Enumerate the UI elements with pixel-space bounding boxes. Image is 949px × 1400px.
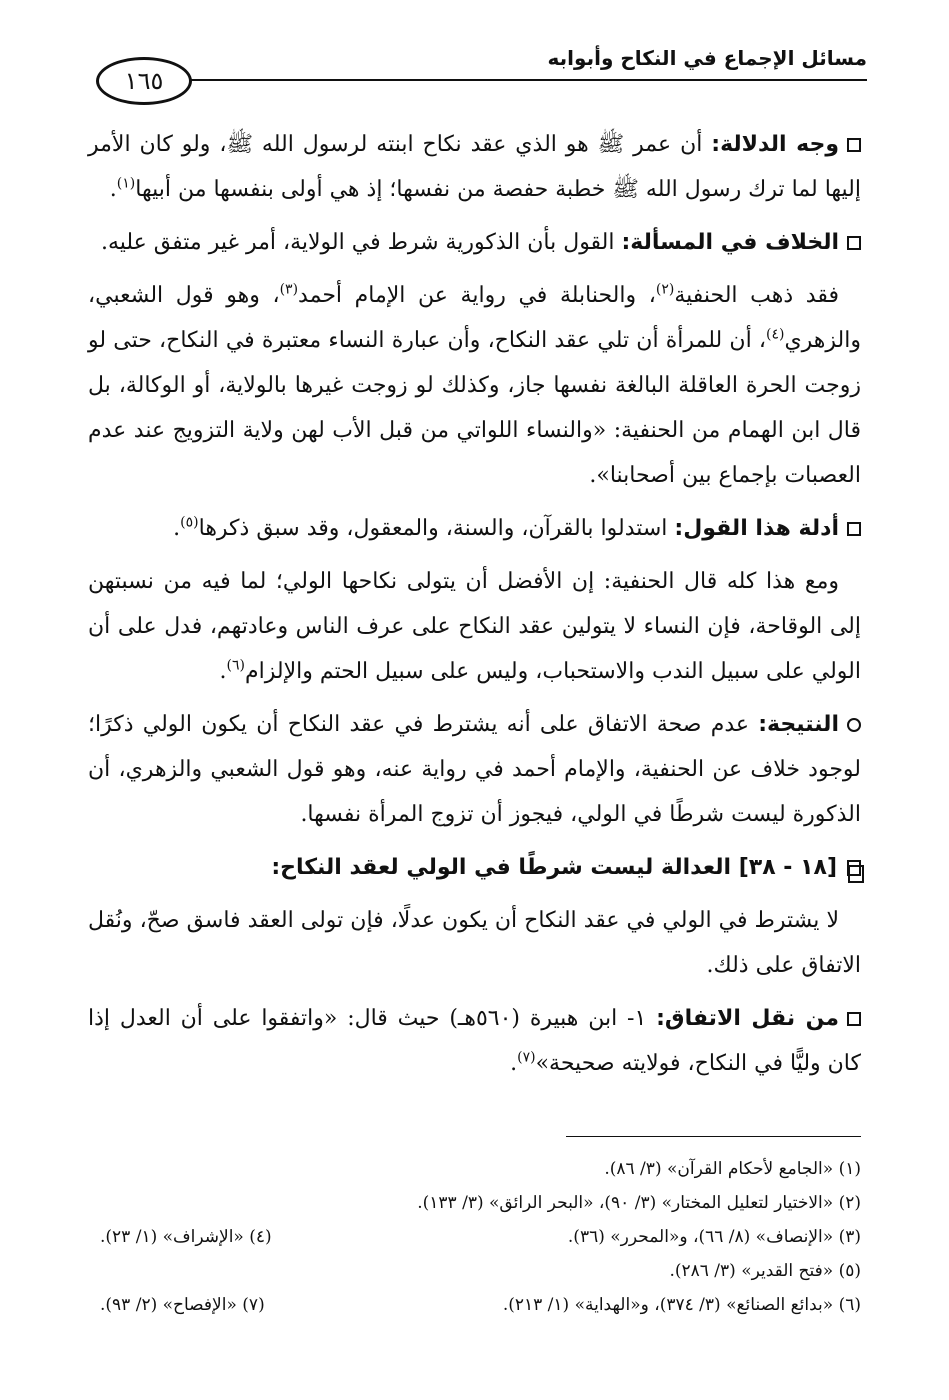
footnote-2: (٢) «الاختيار لتعليل المختار» (٣/ ٩٠)، «البحر الرائق» (٣/ ١٣٣). (417, 1193, 861, 1213)
header-rule (190, 79, 867, 81)
footnote-ref[interactable]: (٤) (765, 326, 785, 343)
circle-bullet-icon (847, 718, 861, 732)
footnote-ref[interactable]: (١) (116, 175, 136, 192)
footnotes (100, 1152, 861, 1322)
footnote-6: (٦) «بدائع الصنائع» (٣/ ٣٧٤)، و«الهداية» (١/ ٢١٣). (502, 1295, 861, 1315)
footnote-ref[interactable]: (٣) (279, 281, 299, 298)
footnote-7: (٧) «الإفصاح» (٢/ ٩٣). (100, 1295, 265, 1315)
footnote-4: (٤) «الإشراف» (١/ ٢٣). (100, 1227, 272, 1247)
footnote-ref[interactable]: (٥) (180, 514, 199, 531)
document-icon (847, 860, 861, 876)
term-label: الخلاف في المسألة: (621, 230, 839, 255)
paragraph-opinions: فقد ذهب الحنفية$^{(٢)}$، والحنابلة في رواية عن الإمام أحمد$^{(٣)}$، وهو قول الشعبي، والزهري$^{(٤)}$، أن للمرأة أن تلي عقد النكاح، وأن عبارة النساء معتبرة في النكاح، حتى لو زوجت الحرة العاقلة البالغة نفسها جاز، وكذلك لو زوجت غيرها بالولاية، أو الوكالة، بل قال ابن الهمام من الحنفية: «والنساء اللواتي من قبل الأب لهن ولاية التزويج عند عدم العصبات بإجماع بين أصحابنا». (88, 281, 861, 488)
section-heading: [١٨ - ٣٨] العدالة ليست شرطًا في الولي لعقد النكاح: (88, 845, 861, 890)
square-bullet-icon (847, 522, 861, 536)
footnote-ref[interactable]: (٦) (226, 657, 245, 674)
footnote-5: (٥) «فتح القدير» (٣/ ٢٨٦). (669, 1261, 861, 1281)
paragraph-justice: لا يشترط في الولي في عقد النكاح أن يكون عدلًا، فإن تولى العقد فاسق صحّ، ونُقل الاتفاق على ذلك. (88, 908, 861, 978)
footnote-3: (٣) «الإنصاف» (٨/ ٦٦)، و«المحرر» (٣٦). (567, 1227, 861, 1247)
term-label: أدلة هذا القول: (674, 516, 839, 541)
running-header-title: مسائل الإجماع في النكاح وأبوابه (547, 46, 867, 70)
paragraph-disagreement: الخلاف في المسألة: القول بأن الذكورية شرط في الولاية، أمر غير متفق عليه. (88, 220, 861, 265)
term-label: وجه الدلالة: (711, 132, 840, 157)
footnote-separator (566, 1136, 861, 1137)
footnote-ref[interactable]: (٧) (517, 1049, 536, 1066)
paragraph-proofs: أدلة هذا القول: استدلوا بالقرآن، والسنة، والمعقول، وقد سبق ذكرها$^{(٥)}$. (88, 506, 861, 551)
square-bullet-icon (847, 1012, 861, 1026)
paragraph-hanafi-note: ومع هذا كله قال الحنفية: إن الأفضل أن يتولى نكاحها الولي؛ لما فيه من نسبتهن إلى الوقاحة، فإن النساء لا يتولين عقد النكاح على عرف الناس وعادتهم، فدل على أن الولي على سبيل الندب والاستحباب، وليس على سبيل الحتم والإلزام$^{(٦)}$. (88, 569, 861, 684)
page-number: ١٦٥ (96, 57, 192, 105)
paragraph-evidence: وجه الدلالة: أن عمر ﷺ هو الذي عقد نكاح ابنته لرسول الله ﷺ، ولو كان الأمر إليها لما ترك رسول الله ﷺ خطبة حفصة من نفسها؛ إذ هي أولى بنفسها من أبيها$^{(١)}$. (88, 132, 861, 202)
square-bullet-icon (847, 138, 861, 152)
term-label: من نقل الاتفاق: (656, 1006, 840, 1031)
footnote-1: (١) «الجامع لأحكام القرآن» (٣/ ٨٦). (604, 1159, 861, 1179)
footnote-ref[interactable]: (٢) (655, 281, 675, 298)
term-label: النتيجة: (758, 712, 839, 737)
page-body (88, 122, 861, 1094)
paragraph-consensus-source: من نقل الاتفاق: ١- ابن هبيرة (٥٦٠هـ) حيث قال: «واتفقوا على أن العدل إذا كان وليًّا في النكاح، فولايته صحيحة»$^{(٧)}$. (88, 1006, 861, 1076)
square-bullet-icon (847, 236, 861, 250)
paragraph-result: النتيجة: عدم صحة الاتفاق على أنه يشترط في عقد النكاح أن يكون الولي ذكرًا؛ لوجود خلاف عن الحنفية، والإمام أحمد في رواية عنه، وهو قول الشعبي والزهري، أن الذكورة ليست شرطًا في الولي، فيجوز أن تزوج المرأة نفسها. (88, 712, 861, 827)
